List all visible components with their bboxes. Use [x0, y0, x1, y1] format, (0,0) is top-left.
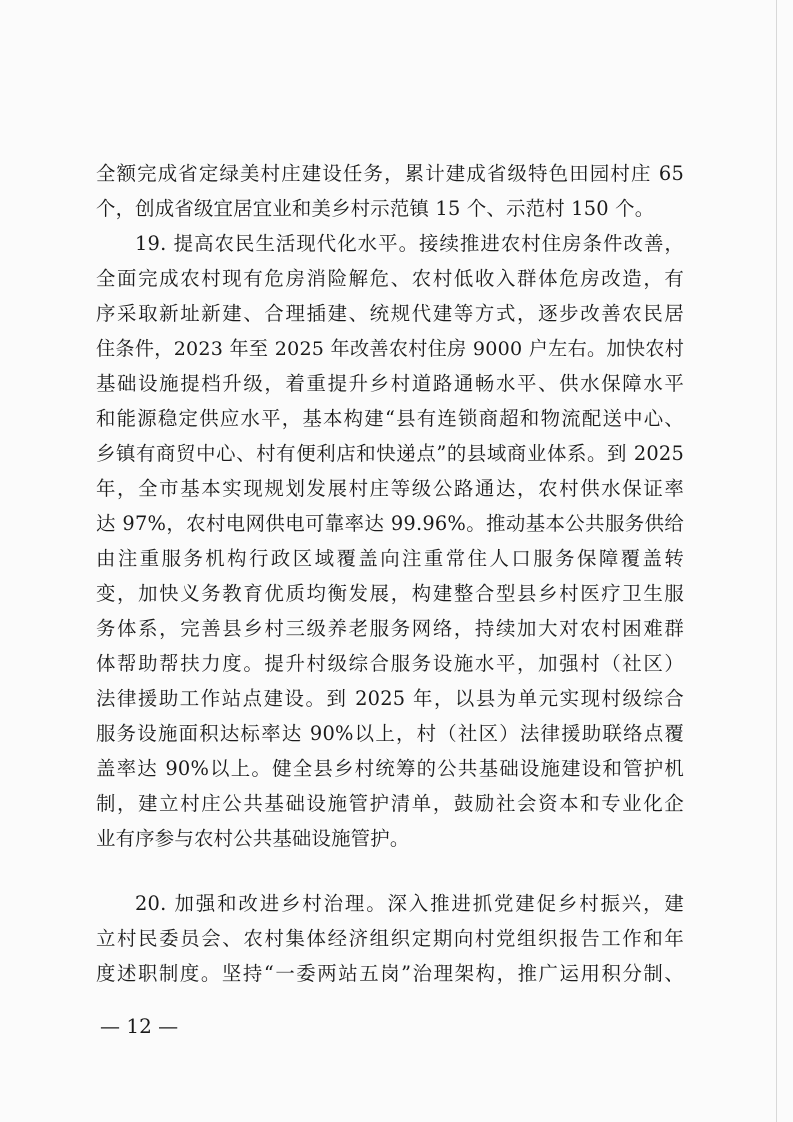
text-line: 盖率达 90%以上。健全县乡村统筹的公共基础设施建设和管护机 — [96, 757, 684, 780]
page-number: — 12 — — [100, 1014, 179, 1038]
text-line: 全面完成农村现有危房消险解危、农村低收入群体危房改造，有 — [96, 267, 684, 290]
text-line: 度述职制度。坚持“一委两站五岗”治理架构，推广运用积分制、 — [96, 962, 684, 985]
text-line: 住条件，2023 年至 2025 年改善农村住房 9000 户左右。加快农村 — [96, 337, 684, 360]
text-line: 全额完成省定绿美村庄建设任务，累计建成省级特色田园村庄 65 — [96, 162, 684, 185]
text-line: 基础设施提档升级，着重提升乡村道路通畅水平、供水保障水平 — [96, 372, 684, 395]
text-line: 法律援助工作站点建设。到 2025 年，以县为单元实现村级综合 — [96, 687, 684, 710]
text-line: 业有序参与农村公共基础设施管护。 — [96, 827, 410, 850]
text-line: 和能源稳定供应水平，基本构建“县有连锁商超和物流配送中心、 — [96, 407, 684, 430]
text-line: 19. 提高农民生活现代化水平。接续推进农村住房条件改善， — [135, 232, 684, 255]
text-line: 达 97%，农村电网供电可靠率达 99.96%。推动基本公共服务供给 — [96, 512, 684, 535]
text-line: 体帮助帮扶力度。提升村级综合服务设施水平，加强村（社区） — [96, 652, 684, 675]
text-line: 变，加快义务教育优质均衡发展，构建整合型县乡村医疗卫生服 — [96, 582, 684, 605]
text-line: 立村民委员会、农村集体经济组织定期向村党组织报告工作和年 — [96, 927, 684, 950]
text-line: 20. 加强和改进乡村治理。深入推进抓党建促乡村振兴，建 — [135, 892, 684, 915]
text-line: 乡镇有商贸中心、村有便利店和快递点”的县域商业体系。到 2025 — [96, 442, 684, 465]
text-line: 年，全市基本实现规划发展村庄等级公路通达，农村供水保证率 — [96, 477, 684, 500]
text-line: 制，建立村庄公共基础设施管护清单，鼓励社会资本和专业化企 — [96, 792, 684, 815]
text-line: 服务设施面积达标率达 90%以上，村（社区）法律援助联络点覆 — [96, 722, 684, 745]
scan-edge-line — [776, 0, 777, 1122]
text-line: 序采取新址新建、合理插建、统规代建等方式，逐步改善农民居 — [96, 302, 684, 325]
text-line: 由注重服务机构行政区域覆盖向注重常住人口服务保障覆盖转 — [96, 547, 684, 570]
text-line: 个，创成省级宜居宜业和美乡村示范镇 15 个、示范村 150 个。 — [96, 197, 655, 220]
text-line: 务体系，完善县乡村三级养老服务网络，持续加大对农村困难群 — [96, 617, 684, 640]
